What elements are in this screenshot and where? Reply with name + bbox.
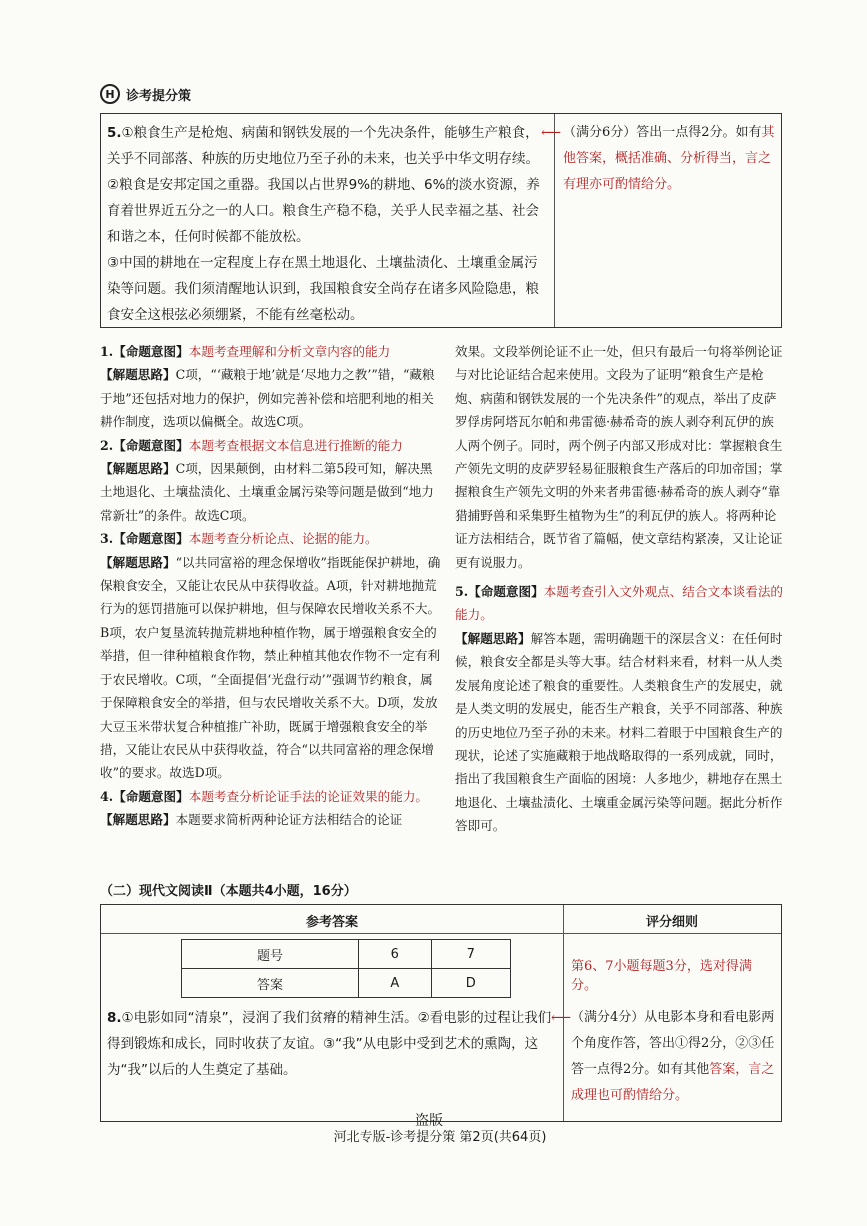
q8-answer-text: ①电影如同“清泉”，浸润了我们贫瘠的精神生活。②看电影的过程让我们得到锻炼和成长，同时收获了友谊。③“我”从电影中受到艺术的熏陶，这为“我”以后的人生奠定了基础。 <box>107 1010 552 1078</box>
table-row <box>182 969 511 998</box>
q3-label: 3.【命题意图】 <box>100 531 189 547</box>
header-title: 诊考提分策 <box>126 88 192 104</box>
arrow-left-icon: ⟵ <box>541 125 562 141</box>
page-header <box>100 82 191 106</box>
q1-solution: C项，“‘藏粮于地’就是‘尽地力之教’”错，“藏粮于地”还包括对地力的保护，例如完善补偿和培肥利地的相关耕作制度，选项以偏概全。故选C项。 <box>100 367 435 430</box>
q4-label: 4.【命题意图】 <box>100 788 189 804</box>
q2-solution: C项，因果颠倒，由材料二第5段可知，解决黑土地退化、土壤盐渍化、土壤重金属污染等问题是做到“地力常新壮”的条件。故选C项。 <box>100 461 434 523</box>
q5-number: 5. <box>107 125 122 141</box>
q8-number: 8. <box>107 1010 122 1026</box>
col-score-header: 评分细则 <box>645 915 698 930</box>
q8-score <box>551 1005 776 1109</box>
q5-score-prefix: （满分6分）答出一点得2分。如有 <box>563 125 762 140</box>
q5-sol-label: 【解题思路】 <box>455 630 531 646</box>
cell: 答案 <box>182 969 359 998</box>
q8-score-red: 答案，言之成理也可酌情给分。 <box>571 1062 775 1103</box>
page-footer: 河北专版-诊考提分策 第2页(共64页) <box>333 1130 547 1145</box>
answer-table <box>100 904 782 1122</box>
q3-sol-label: 【解题思路】 <box>100 554 176 570</box>
left-column <box>100 340 445 832</box>
q1-intent: 本题考查理解和分析文章内容的能力 <box>188 344 391 359</box>
q5-score-red: 其他答案，概括准确、分析得当，言之有理亦可酌情给分。 <box>563 125 775 192</box>
q5-answer-box <box>100 113 782 328</box>
mc-answer-table <box>181 939 511 998</box>
q6-7-score: 第6、7小题每题3分，选对得满分。 <box>571 959 752 993</box>
q8-score-prefix: （满分4分）从电影本身和看电影两个角度作答，答出①得2分，②③任答一点得2分。如有其他 <box>571 1010 775 1077</box>
q5-score <box>541 120 777 198</box>
cell: 6 <box>358 940 431 969</box>
q3-intent: 本题考查分析论点、论据的能力。 <box>188 531 378 547</box>
q5-solution: 解答本题，需明确题干的深层含义：在任何时候，粮食安全都是头等大事。结合材料来看，材料一从人类发展角度论述了粮食的重要性。人类粮食生产的发展史，就是人类文明的发展史，能否生产粮食，关乎不同部落、种族的历史地位乃至子孙的未来。材料二着眼于中国粮食生产的现状，论述了实施藏粮于地战略取得的一系列成就，同时，指出了我国粮食生产面临的困境：人多地少，耕地存在黑土地退化、土壤盐渍化、土壤重金属污染等问题。据此分析作答即可。 <box>455 630 783 834</box>
arrow-left-icon: ⟵ <box>551 1010 572 1026</box>
q2-intent: 本题考查根据文本信息进行推断的能力 <box>188 437 403 453</box>
cell: 7 <box>431 940 510 969</box>
q1-sol-label: 【解题思路】 <box>100 367 176 383</box>
cell: A <box>358 969 431 998</box>
q2-label: 2.【命题意图】 <box>100 437 189 453</box>
q4-solution-cont: 效果。文段举例论证不止一处，但只有最后一句将举例论证与对比论证结合起来使用。文段为了证明“粮食生产是枪炮、病菌和钢铁发展的一个先决条件”的观点，举出了皮萨罗俘虏阿塔瓦尔帕和弗雷德·赫希奇的族人剥夺利瓦伊的族人两个例子。同时，两个例子内部又形成对比：掌握粮食生产领先文明的皮萨罗轻易征服粮食生产落后的印加帝国；掌握粮食生产领先文明的外来者弗雷德·赫希奇的族人剥夺“靠猎捕野兽和采集野生植物为生”的利瓦伊的族人。将两种论证方法相结合，既节省了篇幅，使文章结构紧凑，又让论证更有说服力。 <box>455 344 783 570</box>
q4-sol-label: 【解题思路】 <box>100 812 176 828</box>
q1-label: 1.【命题意图】 <box>100 344 189 359</box>
q5-answer-line-2: ②粮食是安邦定国之重器。我国以占世界9%的耕地、6%的淡水资源，养育着世界近五分之一的人口。粮食生产稳不稳，关乎人民幸福之基、社会和谐之本，任何时候都不能放松。 <box>107 177 540 245</box>
q2-sol-label: 【解题思路】 <box>100 461 176 477</box>
q5-answer-line-1: ①粮食生产是枪炮、病菌和钢铁发展的一个先决条件，能够生产粮食，关乎不同部落、种族的历史地位乃至子孙的未来，也关乎中华文明存续。 <box>107 125 539 167</box>
cell: D <box>431 969 510 998</box>
cell: 题号 <box>182 940 359 969</box>
table-row <box>182 940 511 969</box>
col-answer-header: 参考答案 <box>305 915 358 930</box>
q4-intent: 本题考查分析论证手法的论证效果的能力。 <box>188 788 428 804</box>
q5-label: 5.【命题意图】 <box>455 584 544 600</box>
q3-solution: “以共同富裕的理念保增收”指既能保护耕地，确保粮食安全，又能让农民从中获得收益。A项，针对耕地抛荒行为的惩罚措施可以保护耕地，但与保障农民增收关系不大。B项，农户复垦流转抛荒耕地种植作物，属于增强粮食安全的举措，但一律种植粮食作物，禁止种植其他农作物不一定有利于农民增收。C项，“全面提倡‘光盘行动’”强调节约粮食，属于保障粮食安全的举措，但与农民增收关系不大。D项，发放大豆玉米带状复合种植推广补助，既属于增强粮食安全的举措，又能让农民从中获得收益，符合“以共同富裕的理念保增收”的要求。故选D项。 <box>100 554 441 781</box>
q5-answer <box>107 120 547 328</box>
watermark: 盗版 <box>415 1113 443 1129</box>
section-title: （二）现代文阅读Ⅱ（本题共4小题，16分） <box>100 884 357 899</box>
q4-solution: 本题要求简析两种论证方法相结合的论证 <box>175 812 403 828</box>
table-header <box>101 905 781 934</box>
logo-icon: H <box>100 84 120 104</box>
q5-intent: 本题考查引入文外观点、结合文本谈看法的能力。 <box>455 584 783 623</box>
q5-answer-line-3: ③中国的耕地在一定程度上存在黑土地退化、土壤盐渍化、土壤重金属污染等问题。我们须清醒地认识到，我国粮食安全尚存在诸多风险隐患，粮食安全这根弦必须绷紧，不能有丝毫松动。 <box>107 255 539 323</box>
q8-answer <box>107 1005 557 1083</box>
right-column <box>455 340 785 838</box>
